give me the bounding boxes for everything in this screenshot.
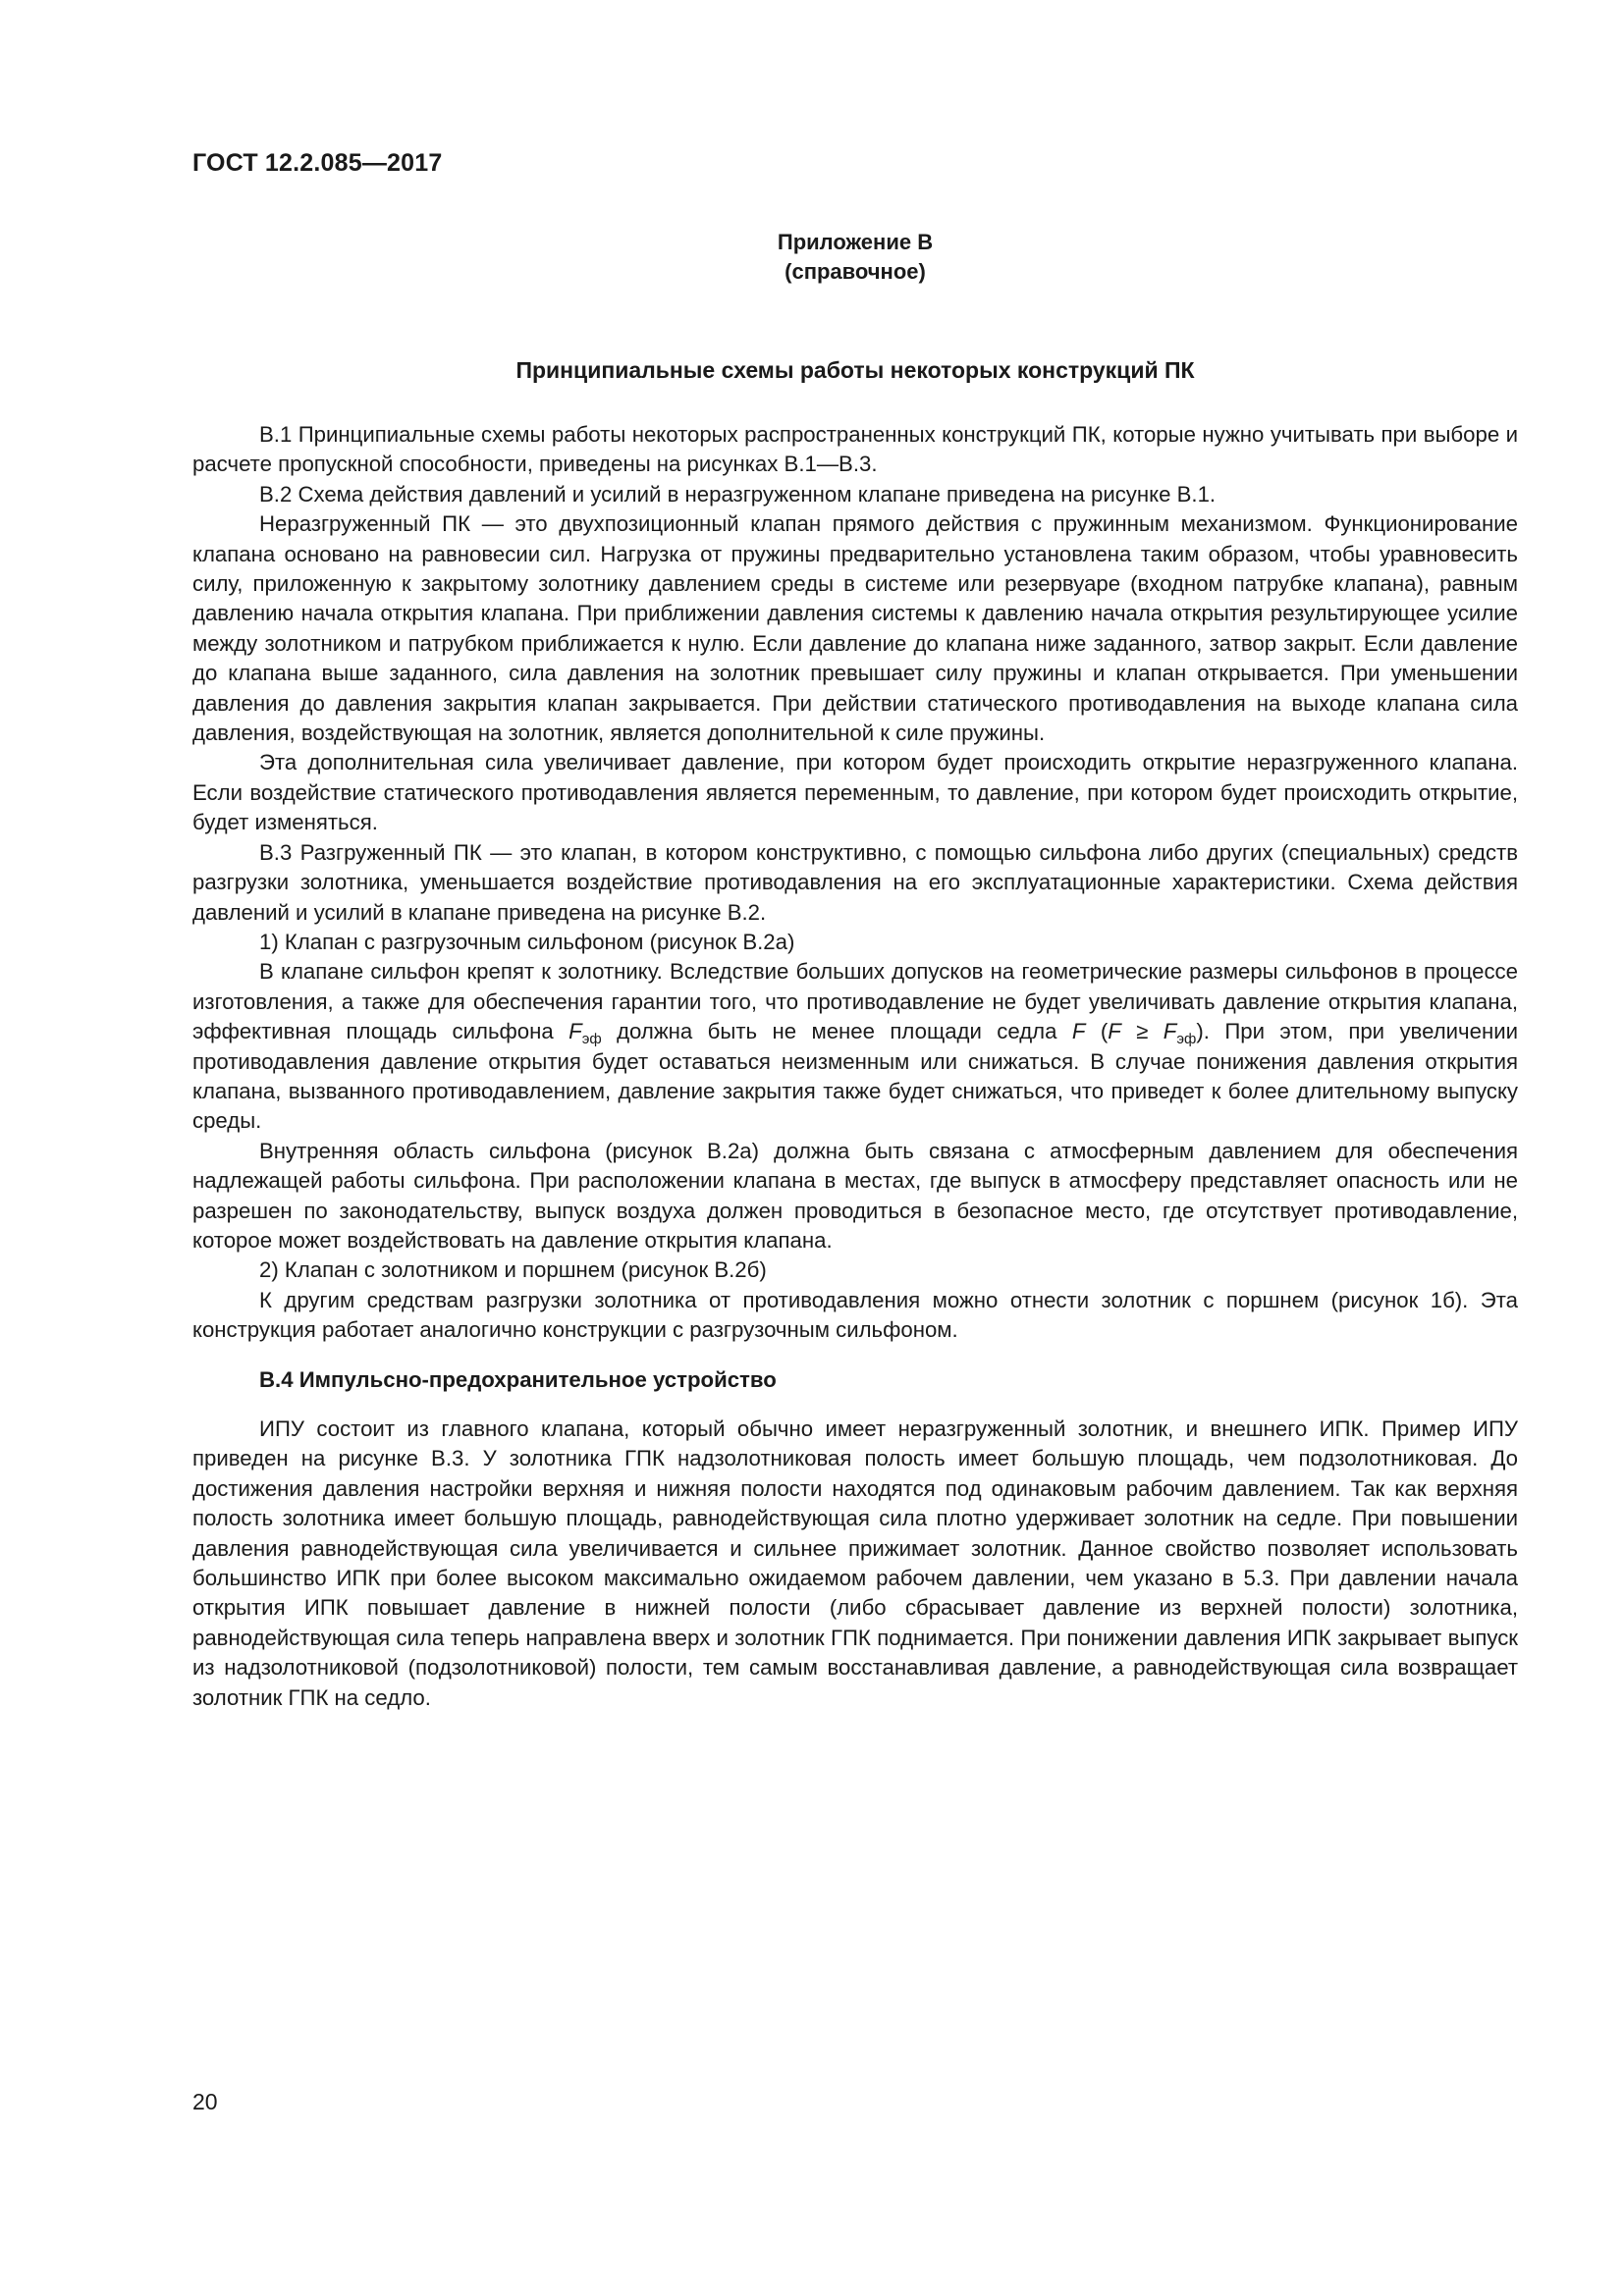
symbol-f: F (1108, 1019, 1121, 1044)
paragraph: 2) Клапан с золотником и поршнем (рисунок В.2б) (259, 1257, 767, 1283)
symbol-f: F (1163, 1019, 1177, 1044)
paragraph: В.1 Принципиальные схемы работы некоторых распространенных конструкций ПК, которые нужно учитывать при выборе и расчете пропускной способности, приведены на рисунках В.1—В.3. (192, 422, 1518, 477)
symbol-f: F (568, 1019, 582, 1044)
subscript: эф (581, 1031, 602, 1048)
paragraph: Неразгруженный ПК — это двухпозиционный клапан прямого действия с пружинным механизмом. Функционирование клапана основано на равновесии сил. Нагрузка от пружины предварительно установлена таким образом, чтобы уравновесить силу, приложенную к закрытому золотнику давлением среды в системе или резервуаре (входном патрубке клапана), равным давлению начала открытия клапана. При приближении давления системы к давлению начала открытия результирующее усилие между золотником и патрубком приближается к нулю. Если давление до клапана ниже заданного, затвор закрыт. Если давление до клапана выше заданного, сила давления на золотник превышает силу пружины и клапан открывается. При уменьшении давления до давления закрытия клапан закрывается. При действии статического противодавления на выходе клапана сила давления, воздействующая на золотник, является дополнительной к силе пружины. (192, 511, 1518, 746)
paragraph-with-formula (192, 957, 1518, 1136)
appendix-subtitle: (справочное) (785, 259, 926, 284)
text-run: ≥ (1120, 1019, 1164, 1044)
page-number: 20 (192, 2089, 218, 2114)
paragraph: К другим средствам разгрузки золотника от противодавления можно отнести золотник с поршнем (рисунок 1б). Эта конструкция работает аналогично конструкции с разгрузочным сильфоном. (192, 1287, 1518, 1343)
text-run: ( (1085, 1019, 1109, 1044)
document-code-header: ГОСТ 12.2.085—2017 (192, 149, 443, 177)
section-title: Принципиальные схемы работы некоторых конструкций ПК (515, 357, 1195, 383)
text-run: должна быть не менее площади седла (601, 1019, 1072, 1044)
paragraph: 1) Клапан с разгрузочным сильфоном (рисунок В.2а) (259, 929, 795, 954)
body-text (192, 420, 1518, 1713)
text-run: ). При этом, при увеличении противодавления давление открытия будет оставаться неизменным или снижаться. В случае понижения давления открытия клапана, вызванного противодавлением, давление закрытия также будет снижаться, что приведет к более длительному выпуску среды. (192, 1019, 1518, 1134)
subscript: эф (1176, 1031, 1197, 1048)
text-run: В клапане сильфон крепят к золотнику. Вследствие больших допусков на геометрические размеры сильфонов в процессе изготовления, а также для обеспечения гарантии того, что противодавление не будет увеличивать давление открытия клапана, эффективная площадь сильфона (192, 959, 1518, 1044)
paragraph: Внутренняя область сильфона (рисунок В.2а) должна быть связана с атмосферным давлением для обеспечения надлежащей работы сильфона. При расположении клапана в местах, где выпуск в атмосферу представляет опасность или не разрешен по законодательству, выпуск воздуха должен проводиться в безопасное место, где отсутствует противодавление, которое может воздействовать на давление открытия клапана. (192, 1138, 1518, 1253)
paragraph: В.3 Разгруженный ПК — это клапан, в котором конструктивно, с помощью сильфона либо других (специальных) средств разгрузки золотника, уменьшается воздействие противодавления на его эксплуатационные характеристики. Схема действия давлений и усилий в клапане приведена на рисунке В.2. (192, 839, 1518, 925)
appendix-title: Приложение В (777, 230, 934, 254)
paragraph: ИПУ состоит из главного клапана, который обычно имеет неразгруженный золотник, и внешнего ИПК. Пример ИПУ приведен на рисунке В.3. У золотника ГПК надзолотниковая полость имеет большую площадь, чем подзолотниковая. До достижения давления настройки верхняя и нижняя полости находятся под одинаковым рабочим давлением. Так как верхняя полость золотника имеет большую площадь, равнодействующая сила плотно удерживает золотник на седле. При повышении давления равнодействующая сила увеличивается и сильнее прижимает золотник. Данное свойство позволяет использовать большинство ИПК при более высоком максимально ожидаемом рабочем давлении, чем указано в 5.3. При давлении начала открытия ИПК повышает давление в нижней полости (либо сбрасывает давление из верхней полости) золотника, равнодействующая сила теперь направлена вверх и золотник ГПК поднимается. При понижении давления ИПК закрывает выпуск из надзолотниковой (подзолотниковой) полости, тем самым восстанавливая давление, а равнодействующая сила возвращает золотник ГПК на седло. (192, 1416, 1518, 1710)
paragraph: В.2 Схема действия давлений и усилий в неразгруженном клапане приведена на рисунке В.1. (259, 481, 1217, 507)
symbol-f: F (1071, 1019, 1086, 1044)
subsection-heading: В.4 Импульсно-предохранительное устройство (259, 1366, 777, 1392)
paragraph: Эта дополнительная сила увеличивает давление, при котором будет происходить открытие неразгруженного клапана. Если воздействие статического противодавления является переменным, то давление, при котором будет происходить открытие, будет изменяться. (192, 750, 1518, 835)
appendix-heading (192, 228, 1518, 287)
